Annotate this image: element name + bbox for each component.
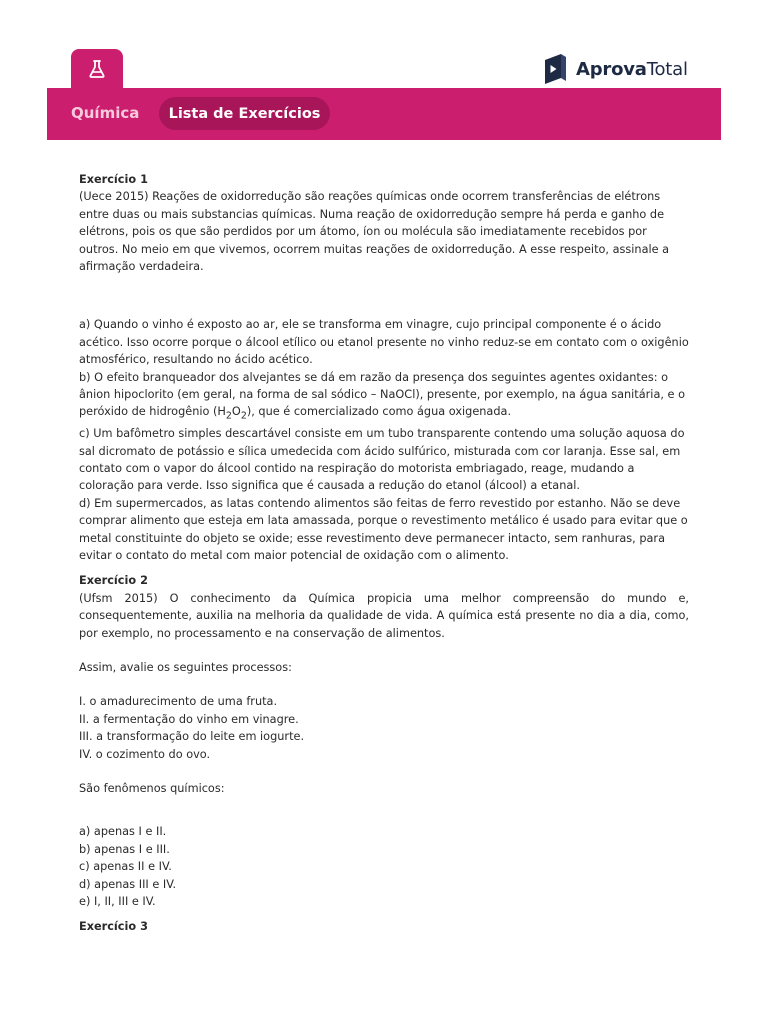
exercise-list — [79, 171, 689, 936]
exercise-2-option-b[interactable]: b) apenas I e III. — [79, 842, 170, 856]
logo-text: AprovaTotal — [576, 58, 688, 80]
subject-tab[interactable] — [71, 49, 123, 89]
exercise-2-item: III. a transformação do leite em iogurte. — [79, 730, 305, 744]
flask-icon — [87, 59, 107, 79]
exercise-1-option-d[interactable]: d) Em supermercados, as latas contendo alimentos são feitas de ferro revestido por estanho. Não se deve comprar alimento que esteja em lata amassada, porque o revestimento metálico é usado para evitar que o metal constituinte do objeto se oxide; esse revestimento deve permanecer intacto, sem ranhuras, para evitar o contato do metal com maior potencial de oxidação com o alimento. — [79, 496, 688, 562]
section-pill[interactable]: Lista de Exercícios — [159, 97, 330, 130]
subject-label: Química — [71, 104, 140, 122]
aprova-total-logo[interactable] — [543, 52, 688, 86]
exercise-2-item: II. a fermentação do vinho em vinagre. — [79, 712, 299, 726]
exercise-2-option-d[interactable]: d) apenas III e IV. — [79, 877, 177, 891]
exercise-1-option-c[interactable]: c) Um bafômetro simples descartável consiste em um tubo transparente contendo uma solução aquosa do sal dicromato de potássio e sílica umedecida com ácido sulfúrico, misturada com cor laranja. Esse sal, em contato com o vapor do álcool contido na respiração do motorista embriagado, reage, mudando a coloração para verde. Isso significa que é causada a redução do etanol (álcool) a etanal. — [79, 427, 685, 493]
play-book-icon — [543, 52, 568, 86]
exercise-2-option-a[interactable]: a) apenas I e II. — [79, 825, 167, 839]
exercise-2-item: I. o amadurecimento de uma fruta. — [79, 695, 278, 709]
exercise-3-title: Exercício 3 — [79, 920, 148, 934]
header-banner — [47, 88, 721, 140]
exercise-2-title: Exercício 2 — [79, 574, 148, 588]
exercise-1-option-a[interactable]: a) Quando o vinho é exposto ao ar, ele se transforma em vinagre, cujo principal componente é o ácido acético. Isso ocorre porque o álcool etílico ou etanol presente no vinho reduz-se em contato com o oxigênio atmosférico, resultando no ácido acético. — [79, 318, 689, 367]
exercise-2-option-e[interactable]: e) I, II, III e IV. — [79, 895, 156, 909]
exercise-2-stem: (Ufsm 2015) O conhecimento da Química propicia uma melhor compreensão do mundo e, consequentemente, auxilia na melhoria da qualidade de vida. A química está presente no dia a dia, como, por exemplo, no processamento e na conservação de alimentos. — [79, 591, 689, 640]
exercise-1-stem: (Uece 2015) Reações de oxidorredução são reações químicas onde ocorrem transferências de elétrons entre duas ou mais substancias químicas. Numa reação de oxidorredução sempre há perda e ganho de elétrons, pois os que são perdidos por um átomo, íon ou molécula são imediatamente recebidos por outros. No meio em que vivemos, ocorrem muitas reações de oxidorredução. A esse respeito, assinale a afirmação verdadeira. — [79, 190, 670, 274]
exercise-2-item: IV. o cozimento do ovo. — [79, 747, 211, 761]
exercise-2-prompt: Assim, avalie os seguintes processos: — [79, 661, 292, 674]
exercise-2-option-c[interactable]: c) apenas II e IV. — [79, 860, 172, 874]
exercise-1-title: Exercício 1 — [79, 173, 148, 186]
exercise-1-option-b[interactable]: b) O efeito branqueador dos alvejantes se dá em razão da presença dos seguintes agentes oxidantes: o ânion hipoclorito (em geral, na forma de sal sódico – NaOCl), presente, por exemplo, na água sanitária, e o peróxido de hidrogênio $(H_2O_2)$, que é comercializado como água oxigenada. — [79, 370, 685, 422]
exercise-2-question: São fenômenos químicos: — [79, 782, 225, 796]
